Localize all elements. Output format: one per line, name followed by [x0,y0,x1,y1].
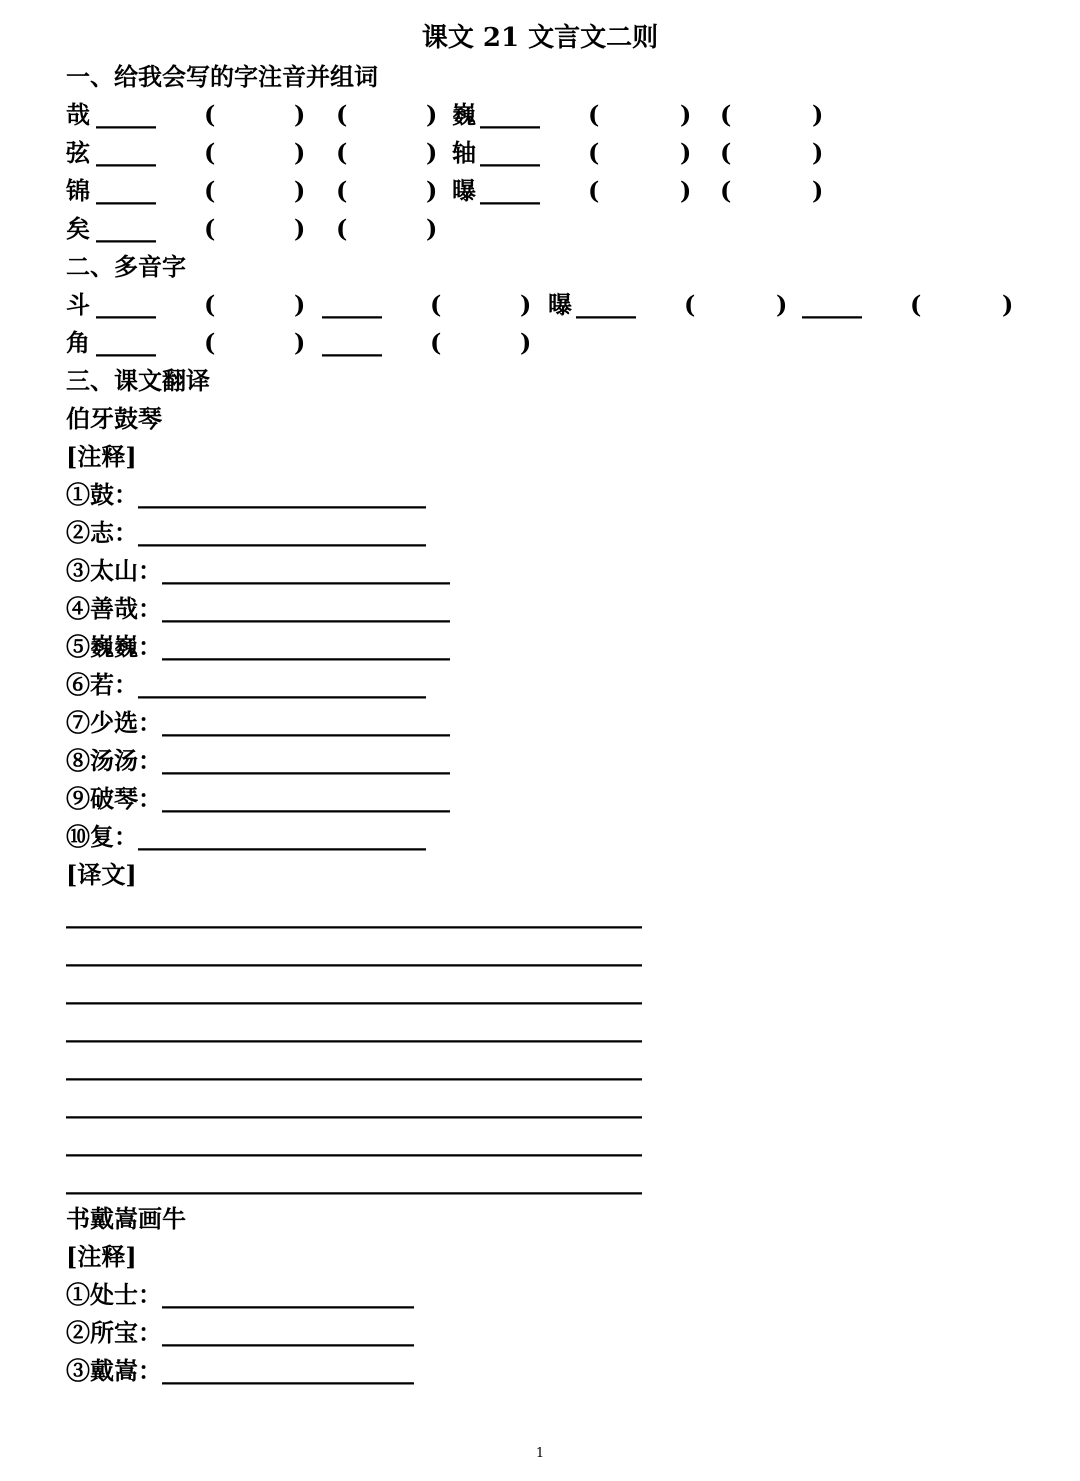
paren-close: ) [294,214,306,243]
translation-line[interactable]: ________________________________________________ [66,1128,642,1157]
paren-close: ) [812,100,824,129]
char-left: 弦 [66,138,90,167]
note-answer-line[interactable]: _____________________ [162,1280,414,1309]
paren-close: ) [294,328,306,357]
story1-note-4 [66,590,450,628]
note-answer-line[interactable]: ________________________ [162,632,450,661]
translation-line[interactable]: ________________________________________________ [66,1052,642,1081]
section-heading-3: 三、课文翻译 [66,366,210,395]
pinyin-blank[interactable]: _____ [322,328,382,357]
translation-line[interactable]: ________________________________________________ [66,938,642,967]
pinyin-blank[interactable]: _____ [322,290,382,319]
paren-open: ( [204,214,216,243]
story1-note-10 [66,818,426,856]
note-answer-line[interactable]: ________________________ [138,822,426,851]
paren-close: ) [294,100,306,129]
note-label: ⑦少选： [66,708,162,737]
paren-open: ( [684,290,696,319]
story1-note-7 [66,704,450,742]
paren-open: ( [204,100,216,129]
paren-open: ( [720,100,732,129]
paren-close: ) [680,100,692,129]
note-answer-line[interactable]: ________________________ [162,784,450,813]
translation-line[interactable]: ________________________________________________ [66,900,642,929]
story1-note-8 [66,742,450,780]
paren-close: ) [680,138,692,167]
story2-note-3 [66,1352,414,1390]
note-answer-line[interactable]: ________________________ [162,556,450,585]
note-answer-line[interactable]: ________________________ [162,708,450,737]
paren-close: ) [680,176,692,205]
translation-line[interactable]: ________________________________________________ [66,976,642,1005]
story1-note-3 [66,552,450,590]
char-right: 曝 [452,176,476,205]
paren-open: ( [430,328,442,357]
paren-open: ( [430,290,442,319]
note-label: ⑩复： [66,822,138,851]
note-label: ⑧汤汤： [66,746,162,775]
note-answer-line[interactable]: ________________________ [138,480,426,509]
note-answer-line[interactable]: _____________________ [162,1318,414,1347]
paren-close: ) [520,290,532,319]
note-answer-line[interactable]: ________________________ [162,594,450,623]
char-right: 轴 [452,138,476,167]
translation-line[interactable]: ________________________________________________ [66,1090,642,1119]
paren-close: ) [294,138,306,167]
story1-translation-heading: [译文] [66,860,137,889]
note-label: ①鼓： [66,480,138,509]
paren-close: ) [426,100,438,129]
note-label: ②所宝： [66,1318,162,1347]
paren-close: ) [294,290,306,319]
note-label: ⑨破琴： [66,784,162,813]
story1-notes-heading: [注释] [66,442,137,471]
note-answer-line[interactable]: _____________________ [162,1356,414,1385]
paren-open: ( [336,176,348,205]
paren-open: ( [720,176,732,205]
polyphone-char: 斗 [66,290,90,319]
note-label: ⑥若： [66,670,138,699]
pinyin-blank[interactable]: _____ [802,290,862,319]
note-label: ②志： [66,518,138,547]
paren-open: ( [910,290,922,319]
polyphone-char: 角 [66,328,90,357]
paren-open: ( [336,100,348,129]
pinyin-blank[interactable]: _____ [96,214,156,243]
section-heading-1: 一、给我会写的字注音并组词 [66,62,378,91]
paren-close: ) [812,176,824,205]
translation-line[interactable]: ________________________________________________ [66,1014,642,1043]
paren-open: ( [204,138,216,167]
pinyin-blank[interactable]: _____ [480,100,540,129]
paren-close: ) [812,138,824,167]
paren-open: ( [336,138,348,167]
paren-open: ( [204,290,216,319]
note-answer-line[interactable]: ________________________ [138,670,426,699]
story1-note-2 [66,514,426,552]
pinyin-blank[interactable]: _____ [576,290,636,319]
note-label: ③太山： [66,556,162,585]
paren-close: ) [426,214,438,243]
paren-open: ( [588,138,600,167]
story1-note-9 [66,780,450,818]
paren-close: ) [1002,290,1014,319]
paren-close: ) [426,176,438,205]
pinyin-blank[interactable]: _____ [96,100,156,129]
pinyin-blank[interactable]: _____ [96,290,156,319]
story2-notes-heading: [注释] [66,1242,137,1271]
story1-note-1 [66,476,426,514]
char-left: 哉 [66,100,90,129]
note-label: ④善哉： [66,594,162,623]
note-answer-line[interactable]: ________________________ [162,746,450,775]
paren-close: ) [426,138,438,167]
note-label: ⑤巍巍： [66,632,162,661]
page-title: 课文 21 文言文二则 [421,23,659,53]
story2-note-2 [66,1314,414,1352]
paren-open: ( [720,138,732,167]
paren-open: ( [336,214,348,243]
pinyin-blank[interactable]: _____ [96,328,156,357]
page-number: 1 [535,1446,545,1461]
story1-note-5 [66,628,450,666]
pinyin-blank[interactable]: _____ [480,138,540,167]
section-heading-2: 二、多音字 [66,252,186,281]
paren-close: ) [294,176,306,205]
note-label: ①处士： [66,1280,162,1309]
polyphone-char: 曝 [548,290,572,319]
paren-open: ( [204,328,216,357]
char-right: 巍 [452,100,476,129]
paren-close: ) [520,328,532,357]
pinyin-blank[interactable]: _____ [96,138,156,167]
story1-title: 伯牙鼓琴 [66,404,162,433]
paren-open: ( [204,176,216,205]
note-label: ③戴嵩： [66,1356,162,1385]
paren-close: ) [776,290,788,319]
char-left: 矣 [66,214,90,243]
paren-open: ( [588,176,600,205]
note-answer-line[interactable]: ________________________ [138,518,426,547]
pinyin-blank[interactable]: _____ [96,176,156,205]
story2-note-1 [66,1276,414,1314]
story2-title: 书戴嵩画牛 [66,1204,186,1233]
pinyin-blank[interactable]: _____ [480,176,540,205]
paren-open: ( [588,100,600,129]
char-left: 锦 [66,176,90,205]
story1-note-6 [66,666,426,704]
translation-line[interactable]: ________________________________________________ [66,1166,642,1195]
